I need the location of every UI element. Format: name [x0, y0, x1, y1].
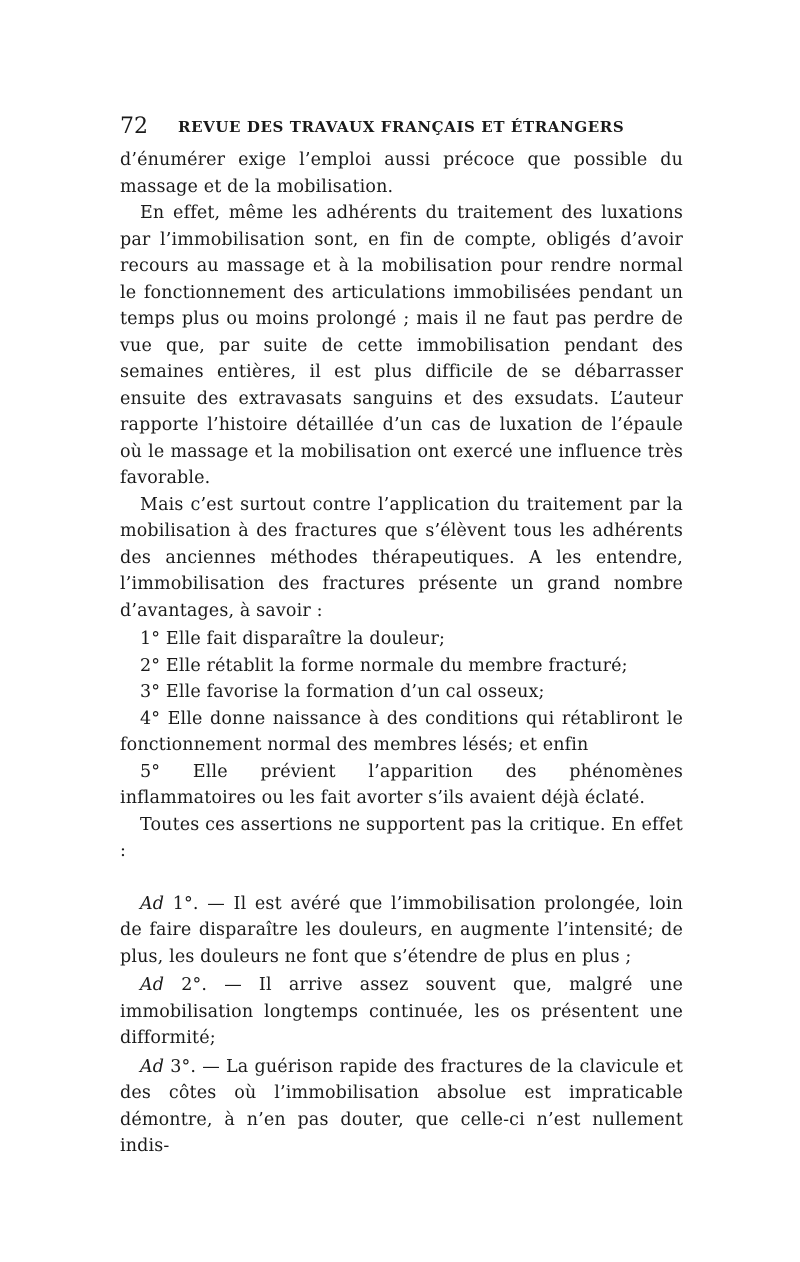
ad-text: — La guérison rapide des fractures de la clavicule et des côtes où l’immobilisation absolue est impraticable démontre, à n’en pas douter, que celle-ci n’est nullement indis- [120, 1056, 684, 1156]
page-number: 72 [120, 114, 148, 139]
ad-label: Ad [140, 893, 165, 914]
ad-text: — Il arrive assez souvent que, malgré une immobilisation longtemps continuée, les os présentent une difformité; [120, 975, 683, 1048]
ad-number: 1°. [172, 893, 199, 914]
ad-text: — Il est avéré que l’immobilisation prolongée, loin de faire disparaître les douleurs, en augmente l’intensité; de plus, les douleurs ne font que s’étendre de plus en plus ; [120, 893, 683, 967]
running-head: REVUE DES TRAVAUX FRANÇAIS ET ÉTRANGERS [178, 118, 625, 136]
list-item-3: 3° Elle favorise la formation d’un cal osseux; [140, 682, 545, 702]
ad-item-3 [120, 1054, 683, 1160]
ad-item-2 [120, 972, 683, 1052]
ad-number: 2°. [181, 975, 208, 995]
body-text [120, 147, 683, 1160]
paragraph-3: Mais c’est surtout contre l’application du traitement par la mobilisation à des fractures que s’élèvent tous les adhérents des anciennes méthodes thérapeutiques. A les entendre, l’immobilisation des fractures présente un grand nombre d’avantages, à savoir : [120, 494, 683, 621]
paragraph-1: d’énumérer exige l’emploi aussi précoce que possible du massage et de la mobilisation. [120, 150, 683, 197]
closing-paragraph: Toutes ces assertions ne supportent pas la critique. En effet : [120, 814, 683, 861]
ad-label: Ad [140, 975, 165, 995]
list-item-4: 4° Elle donne naissance à des conditions qui rétabliront le fonctionnement normal des membres lésés; et enfin [120, 708, 683, 755]
page-header [120, 112, 685, 142]
ad-item-1 [120, 891, 683, 971]
ad-number: 3°. [170, 1056, 197, 1077]
list-item-2: 2° Elle rétablit la forme normale du membre fracturé; [140, 655, 628, 676]
ad-label: Ad [140, 1056, 165, 1077]
paragraph-2: En effet, même les adhérents du traitement des luxations par l’immobilisation sont, en fin de compte, obligés d’avoir recours au massage et à la mobilisation pour rendre normal le fonctionnement des articulations immobilisées pendant un temps plus ou moins prolongé ; mais il ne faut pas perdre de vue que, par suite de cette immobilisation pendant des semaines entières, il est plus difficile de se débarrasser ensuite des extravasats sanguins et des exsudats. L’auteur rapporte l’histoire détaillée d’un cas de luxation de l’épaule où le massage et la mobilisation ont exercé une influence très favorable. [120, 203, 683, 488]
list-item-1: 1° Elle fait disparaître la douleur; [140, 629, 446, 649]
list-item-5: 5° Elle prévient l’apparition des phénomènes inflammatoires ou les fait avorter s’ils avaient déjà éclaté. [120, 761, 683, 808]
